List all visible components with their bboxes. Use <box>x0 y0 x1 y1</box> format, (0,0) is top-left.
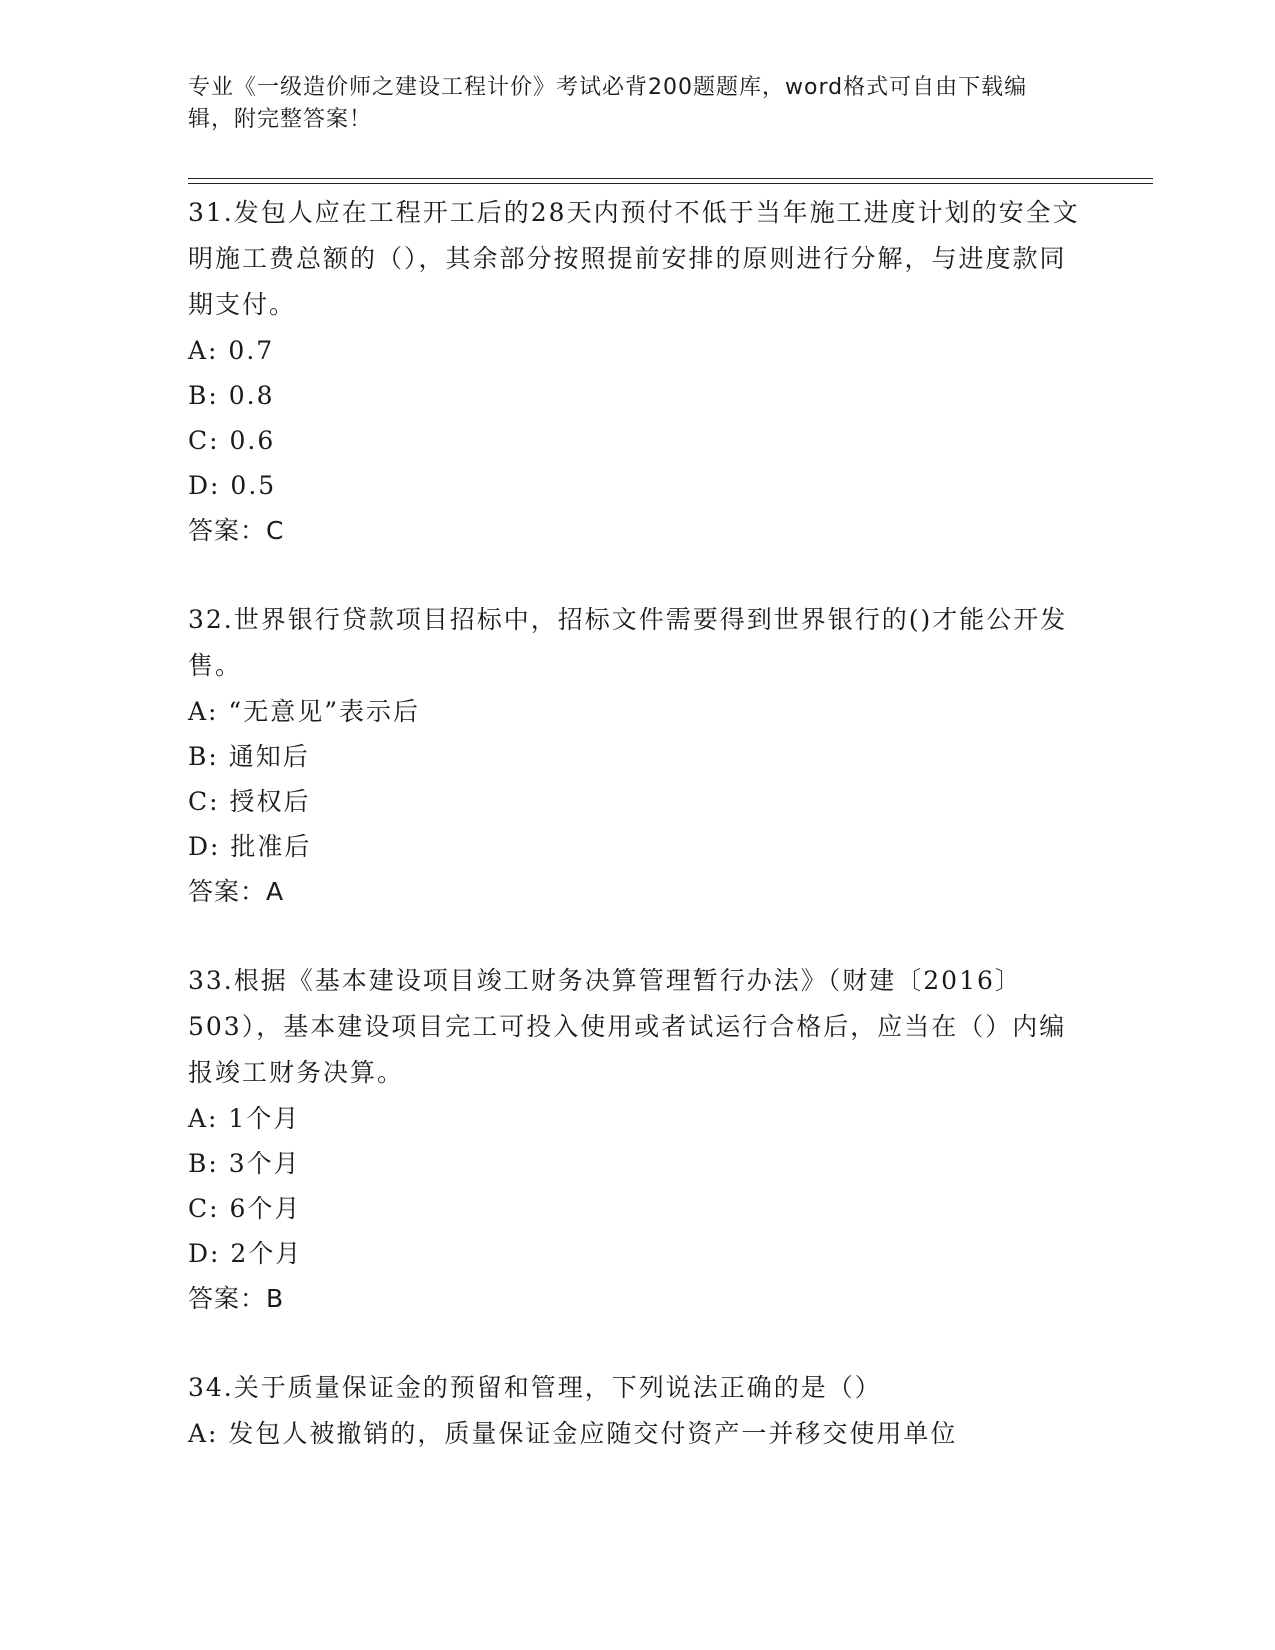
option-d: D: 批准后 <box>188 832 312 861</box>
option-b: B: 3个月 <box>188 1149 301 1178</box>
option-d: D: 2个月 <box>188 1239 303 1268</box>
answer: 答案：C <box>188 516 285 545</box>
answer: 答案：A <box>188 877 285 906</box>
option-b: B: 0.8 <box>188 381 275 410</box>
answer: 答案：B <box>188 1284 285 1313</box>
option-a: A: 1个月 <box>188 1104 301 1133</box>
option-c: C: 0.6 <box>188 426 276 455</box>
option-c: C: 授权后 <box>188 787 311 816</box>
option-d: D: 0.5 <box>188 471 277 500</box>
option-c: C: 6个月 <box>188 1194 302 1223</box>
question-list <box>188 190 1088 1456</box>
question-stem: 34.关于质量保证金的预留和管理，下列说法正确的是（） <box>188 1373 882 1402</box>
header-rule-top <box>188 178 1153 179</box>
option-b: B: 通知后 <box>188 742 310 771</box>
question-stem: 31.发包人应在工程开工后的28天内预付不低于当年施工进度计划的安全文明施工费总额的（），其余部分按照提前安排的原则进行分解，与进度款同期支付。 <box>188 198 1080 319</box>
question-32 <box>188 597 1088 915</box>
option-a: A: 发包人被撤销的，质量保证金应随交付资产一并移交使用单位 <box>188 1419 958 1448</box>
question-31 <box>188 190 1088 554</box>
header-rule-bottom <box>188 183 1153 184</box>
question-stem: 32.世界银行贷款项目招标中，招标文件需要得到世界银行的()才能公开发售。 <box>188 605 1068 680</box>
question-34 <box>188 1365 1088 1456</box>
document-header: 专业《一级造价师之建设工程计价》考试必背200题题库，word格式可自由下载编辑，附完整答案！ <box>188 75 1028 132</box>
option-a: A: “无意见”表示后 <box>188 697 420 726</box>
question-stem: 33.根据《基本建设项目竣工财务决算管理暂行办法》（财建〔2016〕503），基本建设项目完工可投入使用或者试运行合格后，应当在（）内编报竣工财务决算。 <box>188 966 1067 1087</box>
option-a: A: 0.7 <box>188 336 275 365</box>
question-33 <box>188 958 1088 1322</box>
